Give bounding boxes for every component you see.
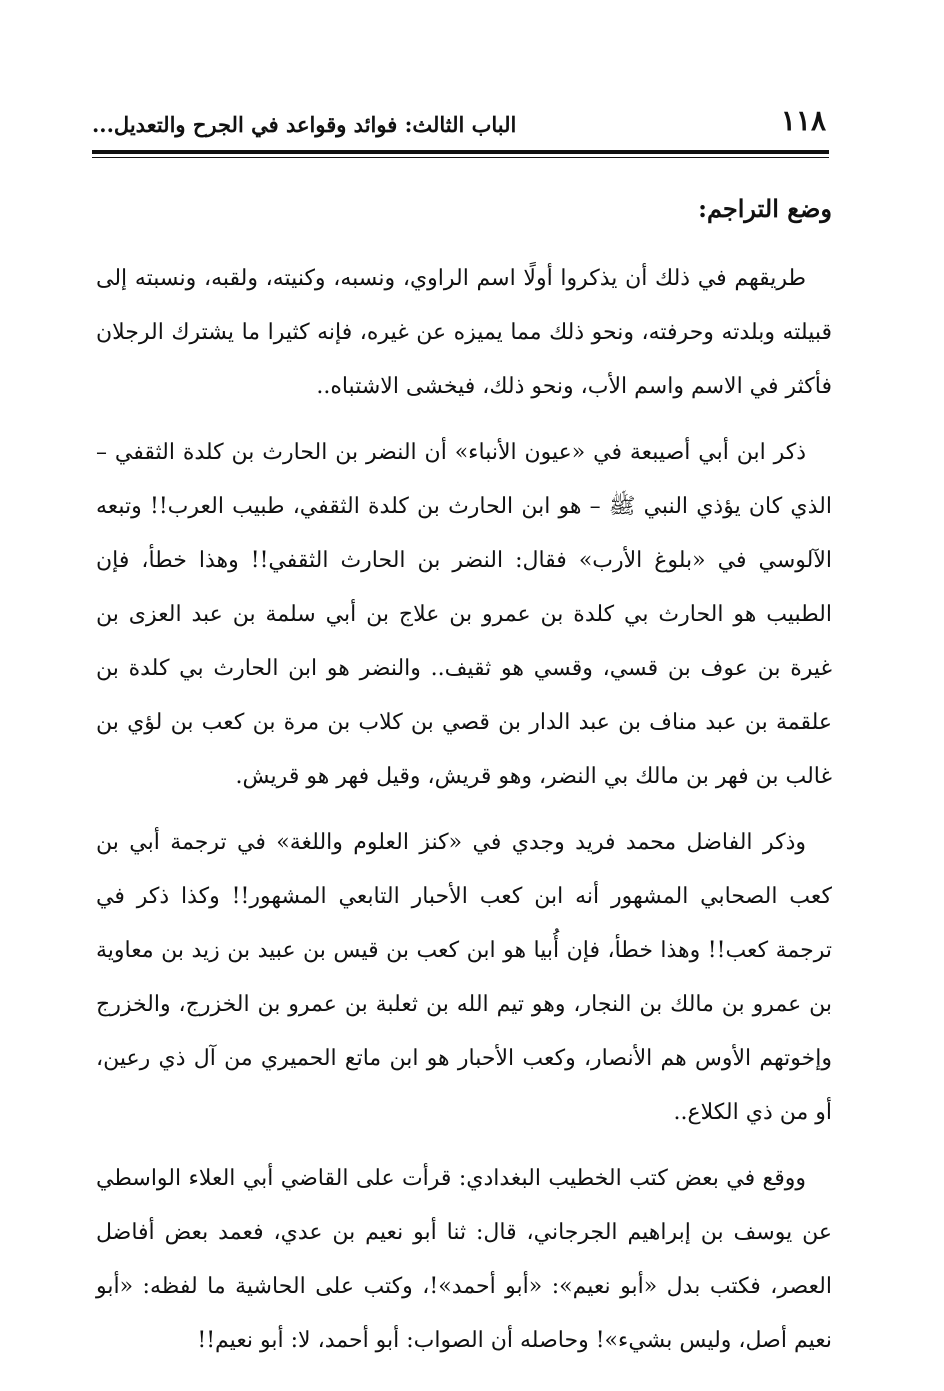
header-rule-thin — [92, 157, 829, 158]
paragraph-1: طريقهم في ذلك أن يذكروا أولًا اسم الراوي، ونسبه، وكنيته، ولقبه، ونسبته إلى قبيلته وبلدته وحرفته، ونحو ذلك مما يميزه عن غيره، فإنه كثيرا ما يشترك الرجلان فأكثر في الاسم واسم الأب، ونحو ذلك، فيخشى الاشتباه.. — [96, 266, 832, 399]
page-content — [96, 184, 832, 1380]
section-heading: وضع التراجم: — [698, 194, 832, 223]
header-rule-thick — [92, 150, 829, 154]
chapter-title: الباب الثالث: فوائد وقواعد في الجرح والتعديل... — [92, 112, 517, 137]
paragraph-2: ذكر ابن أبي أصيبعة في «عيون الأنباء» أن النضر بن الحارث بن كلدة الثقفي – الذي كان يؤذي النبي ﷺ – هو ابن الحارث بن كلدة الثقفي، طبيب العرب!! وتبعه الآلوسي في «بلوغ الأرب» فقال: النضر بن الحارث الثقفي!! وهذا خطأ، فإن الطبيب هو الحارث بي كلدة بن عمرو بن علاج بن أبي سلمة بن عبد العزى بن غيرة بن عوف بن قسي، وقسي هو ثقيف.. والنضر هو ابن الحارث بي كلدة بن علقمة بن عبد مناف بن عبد الدار بن قصي بن كلاب بن مرة بن كعب بن لؤي بن غالب بن فهر بن مالك بي النضر، وهو قريش، وقيل فهر هو قريش. — [96, 440, 832, 789]
paragraph-4: ووقع في بعض كتب الخطيب البغدادي: قرأت على القاضي أبي العلاء الواسطي عن يوسف بن إبراهيم الجرجاني، قال: ثنا أبو نعيم بن عدي، فعمد بعض أفاضل العصر، فكتب بدل «أبو نعيم»: «أبو أحمد»!، وكتب على الحاشية ما لفظه: «أبو نعيم أصل، وليس بشيء»! وحاصله أن الصواب: أبو أحمد، لا: أبو نعيم!! — [96, 1166, 832, 1353]
page-number: ١١٨ — [780, 104, 826, 137]
running-header — [92, 104, 826, 148]
paragraph-3: وذكر الفاضل محمد فريد وجدي في «كنز العلوم واللغة» في ترجمة أبي بن كعب الصحابي المشهور أنه ابن كعب الأحبار التابعي المشهور!! وكذا ذكر في ترجمة كعب!! وهذا خطأ، فإن أُبيا هو ابن كعب بن قيس بن عبيد بن زيد بن معاوية بن عمرو بن مالك بن النجار، وهو تيم الله بن ثعلبة بن عمرو بن الخزرج، والخزرج وإخوتهم الأوس هم الأنصار، وكعب الأحبار هو ابن ماتع الحميري من آل ذي رعين، أو من ذي الكلاع.. — [96, 830, 832, 1125]
